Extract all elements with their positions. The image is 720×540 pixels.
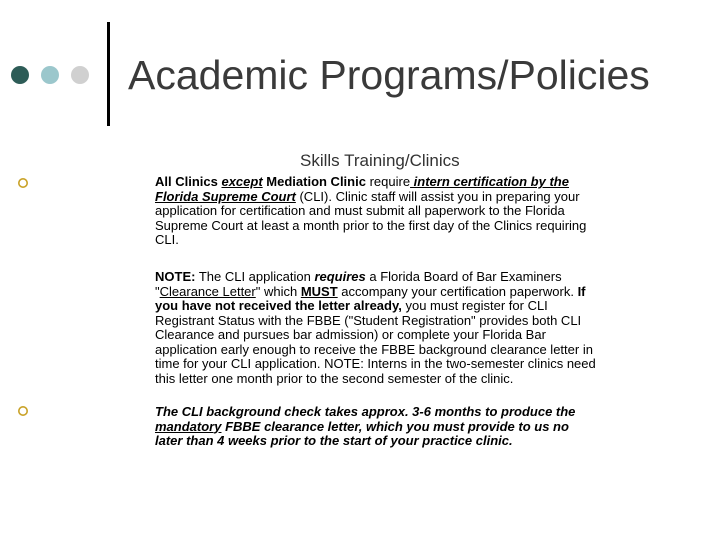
text-run: you must register for CLI	[401, 298, 548, 313]
text-run: you have not received the letter already,	[155, 298, 402, 313]
text-line	[155, 420, 670, 435]
text-run: If	[577, 283, 586, 299]
text-run: mandatory	[155, 418, 222, 434]
text-line	[155, 270, 670, 285]
decorative-dot-light-blue	[41, 66, 59, 84]
text-line	[155, 204, 670, 219]
circle-bullet-icon	[17, 177, 29, 189]
text-line	[155, 299, 670, 314]
text-line	[155, 434, 670, 449]
text-run: requires	[314, 269, 366, 284]
text-run: Clearance Letter	[159, 283, 256, 299]
title-divider	[107, 22, 110, 126]
text-line	[155, 175, 670, 190]
text-run: Florida Supreme Court	[155, 188, 296, 204]
text-line	[155, 372, 670, 387]
text-line	[155, 405, 670, 420]
text-run: intern certification by the	[410, 174, 569, 189]
text-run: a Florida Board of Bar Examiners	[365, 269, 562, 284]
text-run: application for certification and must submit all paperwork to the Florida	[155, 203, 565, 218]
paragraph-clinic-certification	[155, 175, 670, 248]
text-line	[155, 285, 670, 300]
page-title: Academic Programs/Policies	[128, 52, 650, 98]
text-line	[155, 357, 670, 372]
text-run: All Clinics	[155, 174, 222, 189]
text-line	[155, 233, 670, 248]
text-run: Supreme Court at least a month prior to the first day of the Clinics requiring	[155, 217, 587, 233]
text-run: except	[221, 174, 263, 189]
text-run: Clearance and pursues bar admission) or complete your Florida Bar	[155, 327, 546, 342]
paragraph-cli-note	[155, 270, 670, 386]
text-run: time for your CLI application. NOTE: Interns in the two-semester clinics need	[155, 356, 596, 371]
text-run: The CLI background check takes approx. 3-6 months to produce the	[155, 404, 576, 419]
text-run: later than 4 weeks prior to the start of your practice clinic.	[155, 433, 513, 448]
decorative-dot-dark	[11, 66, 29, 84]
text-line	[155, 343, 670, 358]
text-run: Mediation Clinic	[262, 174, 370, 189]
section-subtitle: Skills Training/Clinics	[300, 151, 460, 170]
text-line	[155, 314, 670, 329]
circle-bullet-icon	[17, 405, 29, 417]
text-run: (CLI). Clinic staff will assist you in preparing your	[295, 188, 580, 204]
text-run: require	[369, 174, 411, 189]
text-run: accompany your certification paperwork.	[337, 283, 578, 299]
decorative-dot-gray	[71, 66, 89, 84]
text-run: application early enough to receive the FBBE background clearance letter in	[155, 341, 593, 357]
text-run: The CLI application	[195, 269, 315, 284]
text-line	[155, 190, 670, 205]
text-run: "	[155, 283, 160, 299]
text-line	[155, 219, 670, 234]
text-line	[155, 328, 670, 343]
text-run: MUST	[300, 283, 338, 299]
text-run: Registrant Status with the FBBE ("Student Registration" provides both CLI	[155, 312, 582, 328]
text-run: FBBE clearance letter, which you must provide to us no	[221, 418, 569, 434]
text-run: this letter one month prior to the second semester of the clinic.	[155, 370, 514, 386]
text-run: NOTE:	[155, 269, 196, 284]
text-run: " which	[255, 283, 301, 299]
paragraph-background-check	[155, 405, 670, 449]
text-run: CLI.	[155, 232, 179, 247]
